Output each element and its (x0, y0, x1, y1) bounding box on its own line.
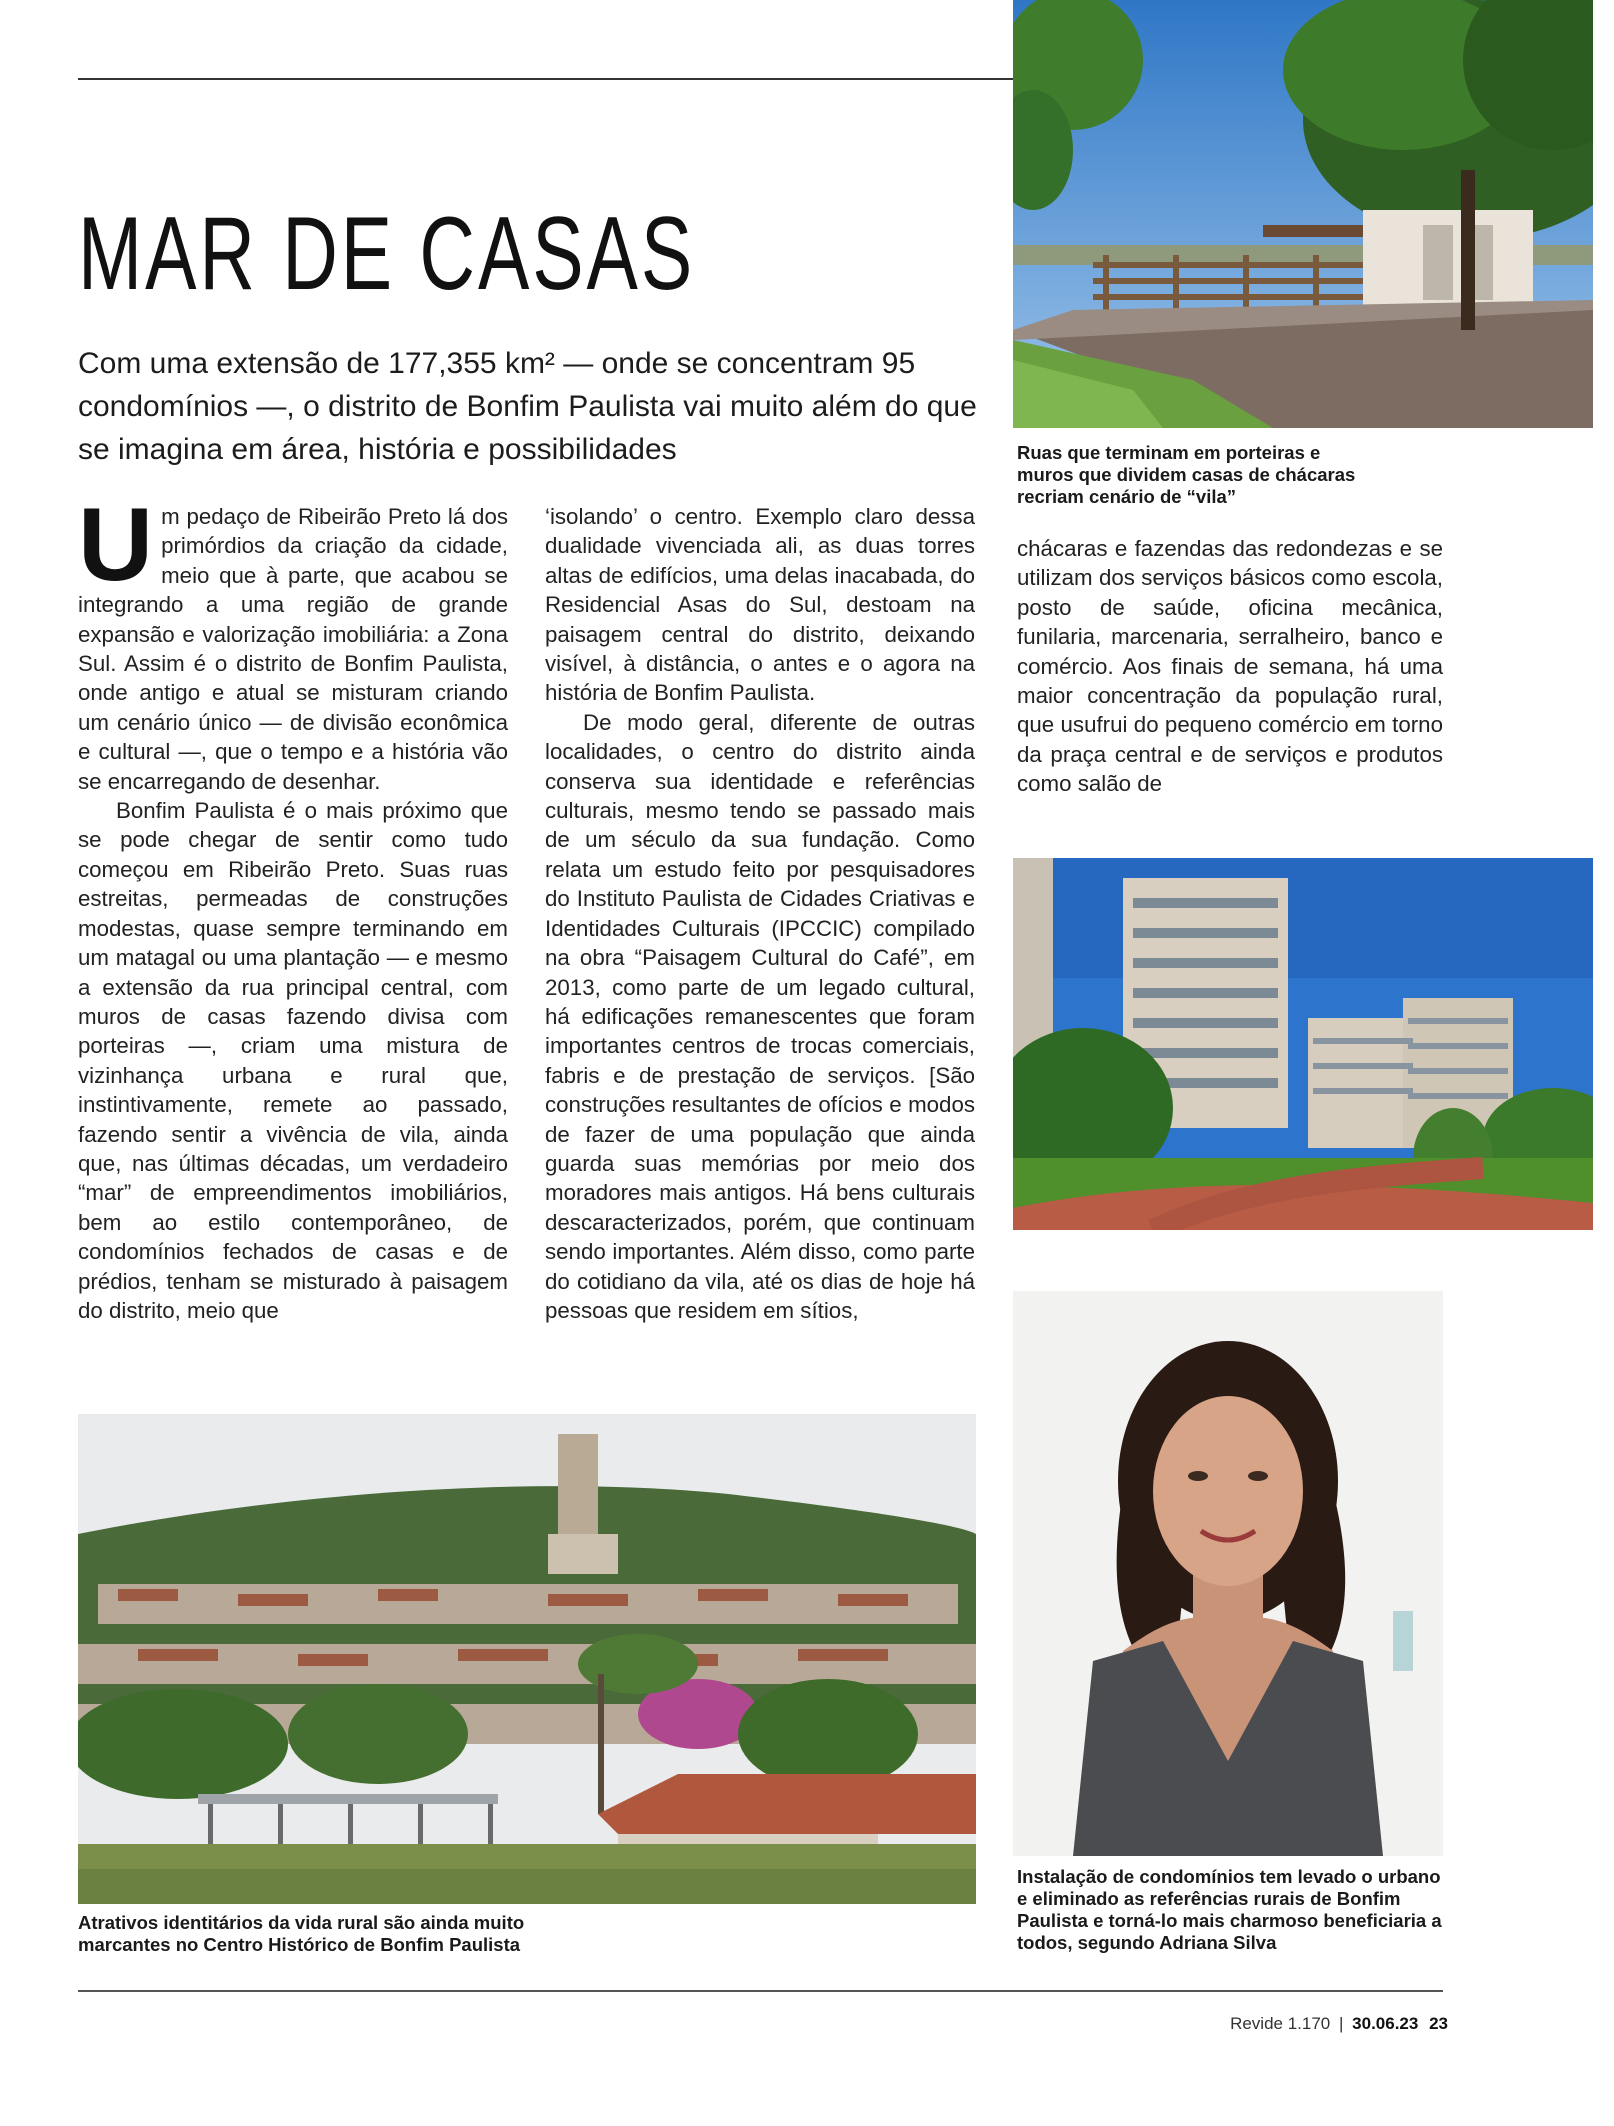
buildings-image (1013, 858, 1593, 1230)
drop-cap: U (78, 487, 154, 603)
street-gate-image (1013, 0, 1593, 428)
bottom-rule (78, 1990, 1443, 1992)
column-1 (78, 487, 508, 1325)
town-image (78, 1414, 976, 1904)
article-title: MAR DE CASAS (78, 196, 696, 312)
paragraph: Bonfim Paulista é o mais próximo que se pode chegar de sentir como tudo começou em Ribeirão Preto. Suas ruas estreitas, permeadas de construções modestas, quase sempre terminando em um matagal ou uma plantação — e mesmo a extensão da rua principal central, com muros de casas fazendo divisa com porteiras —, criam uma mistura de vizinhança urbana e rural que, instintivamente, remete ao passado, fazendo sentir a vivência de vila, ainda que, nas últimas décadas, um verdadeiro “mar” de empreendimentos imobiliários, bem ao estilo contemporâneo, de condomínios fechados de casas e de prédios, tenham se misturado à paisagem do distrito, meio que (78, 798, 508, 1323)
page-footer (1208, 2014, 1448, 2034)
caption-portrait: Instalação de condomínios tem levado o urbano e eliminado as referências rurais de Bonfim Paulista e torná-lo mais charmoso beneficiaria a todos, segundo Adriana Silva (1017, 1866, 1442, 1953)
paragraph: De modo geral, diferente de outras localidades, o centro do distrito ainda conserva sua identidade e referências culturais, mesmo tendo se passado mais de um século da sua fundação. Como relata um estudo feito por pesquisadores do Instituto Paulista de Cidades Criativas e Identidades Culturais (IPCCIC) compilado na obra “Paisagem Cultural do Café”, em 2013, como parte de um legado cultural, há edificações remanescentes que foram importantes centros de trocas comerciais, fabris e de prestação de serviços. [São construções resultantes de ofícios e modos de fazer de uma população que ainda guarda suas memórias por meio dos moradores mais antigos. Há bens culturais descaracterizados, porém, que continuam sendo importantes. Além disso, como parte do cotidiano da vila, até os dias de hoje há pessoas que residem em sítios, (545, 709, 975, 1323)
paragraph: ‘isolando’ o centro. Exemplo claro dessa dualidade vivenciada ali, as duas torres altas de edifícios, uma delas inacabada, do Residencial Asas do Sul, destoam na paisagem central do distrito, deixando visível, à distância, o antes e o agora na história de Bonfim Paulista. (545, 504, 975, 706)
caption-town: Atrativos identitários da vida rural são ainda muito marcantes no Centro Histórico de Bonfim Paulista (78, 1912, 525, 1955)
top-rule (78, 78, 1013, 80)
column-3 (1017, 534, 1443, 799)
article-subtitle: Com uma extensão de 177,355 km² — onde se concentram 95 condomínios —, o distrito de Bonfim Paulista vai muito além do que se imagina em área, história e possibilidades (78, 347, 977, 466)
paragraph (78, 487, 508, 796)
caption-street: Ruas que terminam em porteiras e muros que dividem casas de chácaras recriam cenário de “vila” (1017, 442, 1356, 507)
photo-buildings (1013, 858, 1593, 1230)
paragraph-text: m pedaço de Ribeirão Preto lá dos primórdios da criação da cidade, meio que à parte, que acabou se integrando a uma região de grande expansão e valorização imobiliária: a Zona Sul. Assim é o distrito de Bonfim Paulista, onde antigo e atual se misturam criando um cenário único — de divisão econômica e cultural —, que o tempo e a história vão se encarregando de desenhar. (78, 504, 508, 794)
photo-town (78, 1414, 976, 1904)
photo-portrait (1013, 1291, 1443, 1856)
paragraph: chácaras e fazendas das redondezas e se utilizam dos serviços básicos como escola, posto de saúde, oficina mecânica, funilaria, marcenaria, serralheiro, banco e comércio. Aos finais de semana, há uma maior concentração da população rural, que usufrui do pequeno comércio em torno da praça central e de serviços e produtos como salão de (1017, 536, 1443, 797)
page-number: 23 (1429, 2014, 1448, 2033)
portrait-image (1013, 1291, 1443, 1856)
footer-separator: | (1339, 2014, 1344, 2033)
photo-street-gate (1013, 0, 1593, 428)
magazine-issue: Revide 1.170 (1230, 2014, 1331, 2033)
issue-date: 30.06.23 (1352, 2014, 1419, 2033)
column-2 (545, 502, 975, 1325)
